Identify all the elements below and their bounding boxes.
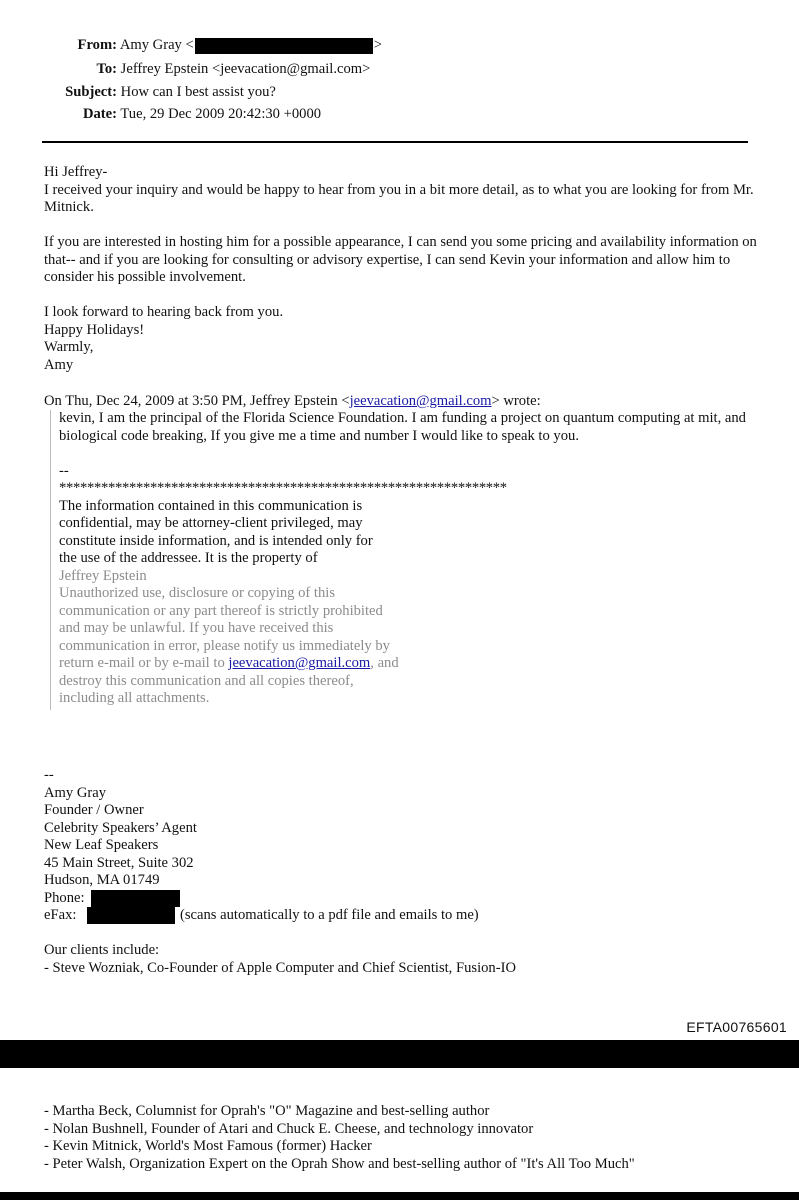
- conf-grey-line: Jeffrey Epstein: [59, 567, 147, 584]
- page2-client-list: [44, 1103, 759, 1173]
- conf-line: The information contained in this communication is: [59, 497, 363, 514]
- signature-city: Hudson, MA 01749: [44, 872, 160, 888]
- conf-line: confidential, may be attorney-client privileged, may: [59, 515, 363, 531]
- to-value: Jeffrey Epstein <jeevacation@gmail.com>: [120, 61, 371, 77]
- signature-name: Amy Gray: [44, 784, 107, 801]
- to-label: To:: [96, 61, 117, 77]
- conf-line: the use of the addressee. It is the property of: [59, 550, 318, 566]
- client-item: - Steve Wozniak, Co-Founder of Apple Computer and Chief Scientist, Fusion-IO: [44, 959, 516, 976]
- quote-intro-email-link[interactable]: jeevacation@gmail.com: [349, 393, 492, 409]
- signature-company: New Leaf Speakers: [44, 837, 159, 853]
- page-bottom-edge: [0, 1192, 799, 1200]
- conf-return-line: [59, 655, 749, 673]
- quote-intro: [44, 393, 541, 411]
- quote-intro-suffix: > wrote:: [491, 393, 541, 409]
- efax-note: (scans automatically to a pdf file and emails to me): [180, 907, 479, 923]
- body-paragraph-1: I received your inquiry and would be happy to hear from you in a bit more detail, as to what you are looking for from Mr. Mitnick.: [44, 181, 754, 215]
- quoted-text: kevin, I am the principal of the Florida Science Foundation. I am funding a project on quantum computing at mit, and biological code breaking, If you give me a time and number I would like to speak to you.: [59, 410, 746, 444]
- greeting: Hi Jeffrey-: [44, 164, 108, 180]
- quote-intro-text: On Thu, Dec 24, 2009 at 3:50 PM, Jeffrey Epstein <: [44, 393, 350, 409]
- from-close: >: [373, 37, 382, 53]
- client-item: - Martha Beck, Columnist for Oprah's "O" Magazine and best-selling author: [44, 1103, 490, 1119]
- quoted-message: [50, 410, 749, 710]
- phone-label: Phone:: [44, 889, 85, 906]
- redaction-box: [87, 907, 175, 924]
- conf-grey-line: and may be unlawful. If you have received this: [59, 620, 334, 636]
- page-separator-bar: [0, 1040, 799, 1068]
- date-value: Tue, 29 Dec 2009 20:42:30 +0000: [120, 106, 322, 122]
- conf-grey-line: communication or any part thereof is strictly prohibited: [59, 602, 383, 619]
- header-from-row: [0, 37, 382, 55]
- conf-grey-line: including all attachments.: [59, 690, 210, 706]
- subject-label: Subject:: [65, 84, 117, 100]
- signature-efax-row: [44, 907, 759, 925]
- signature-role: Celebrity Speakers’ Agent: [44, 819, 197, 836]
- redaction-box: [195, 38, 373, 54]
- quote-sig-dashes: --: [59, 462, 69, 479]
- efax-label: eFax:: [44, 907, 77, 923]
- header-to-row: [0, 61, 370, 79]
- client-item: - Nolan Bushnell, Founder of Atari and Chuck E. Cheese, and technology innovator: [44, 1120, 534, 1137]
- body-paragraph-2: If you are interested in hosting him for a possible appearance, I can send you some pricing and availability information on that-- and if you are looking for consulting or advisory expertise, I can send Kevin your information and allow him to consider his possible involvement.: [44, 234, 757, 285]
- conf-grey-line: communication in error, please notify us immediately by: [59, 637, 390, 654]
- client-item: - Kevin Mitnick, World's Most Famous (former) Hacker: [44, 1138, 372, 1154]
- signoff-line: Warmly,: [44, 339, 94, 355]
- conf-line: constitute inside information, and is intended only for: [59, 532, 373, 549]
- return-email-link[interactable]: jeevacation@gmail.com: [228, 655, 371, 671]
- email-body: [44, 164, 759, 374]
- clients-heading: Our clients include:: [44, 942, 160, 958]
- conf-grey-line: destroy this communication and all copies thereof,: [59, 672, 354, 689]
- header-date-row: [0, 106, 321, 124]
- redaction-box: [91, 890, 180, 907]
- from-value: Amy Gray <: [119, 37, 194, 53]
- date-label: Date:: [82, 106, 117, 122]
- return-text: return e-mail or by e-mail to: [59, 655, 229, 671]
- header-divider: [42, 141, 748, 143]
- signature-block: [44, 767, 759, 977]
- from-label: From:: [77, 37, 117, 53]
- bates-number: EFTA00765601: [686, 1019, 787, 1035]
- return-suffix: , and: [370, 655, 399, 671]
- closing-line: I look forward to hearing back from you.: [44, 304, 284, 320]
- signature-phone-row: [44, 890, 759, 908]
- client-item: - Peter Walsh, Organization Expert on the Oprah Show and best-selling author of "It's All Too Much": [44, 1155, 635, 1172]
- subject-value: How can I best assist you?: [120, 84, 276, 100]
- sender-first-name: Amy: [44, 356, 74, 373]
- header-subject-row: [0, 84, 276, 102]
- confidentiality-notice: [59, 498, 749, 708]
- signature-title: Founder / Owner: [44, 802, 144, 818]
- signature-dashes: --: [44, 767, 54, 783]
- conf-grey-line: Unauthorized use, disclosure or copying of this: [59, 585, 336, 601]
- signature-street: 45 Main Street, Suite 302: [44, 854, 194, 871]
- asterisk-divider: ****************************************************************: [59, 480, 507, 496]
- holiday-line: Happy Holidays!: [44, 321, 145, 338]
